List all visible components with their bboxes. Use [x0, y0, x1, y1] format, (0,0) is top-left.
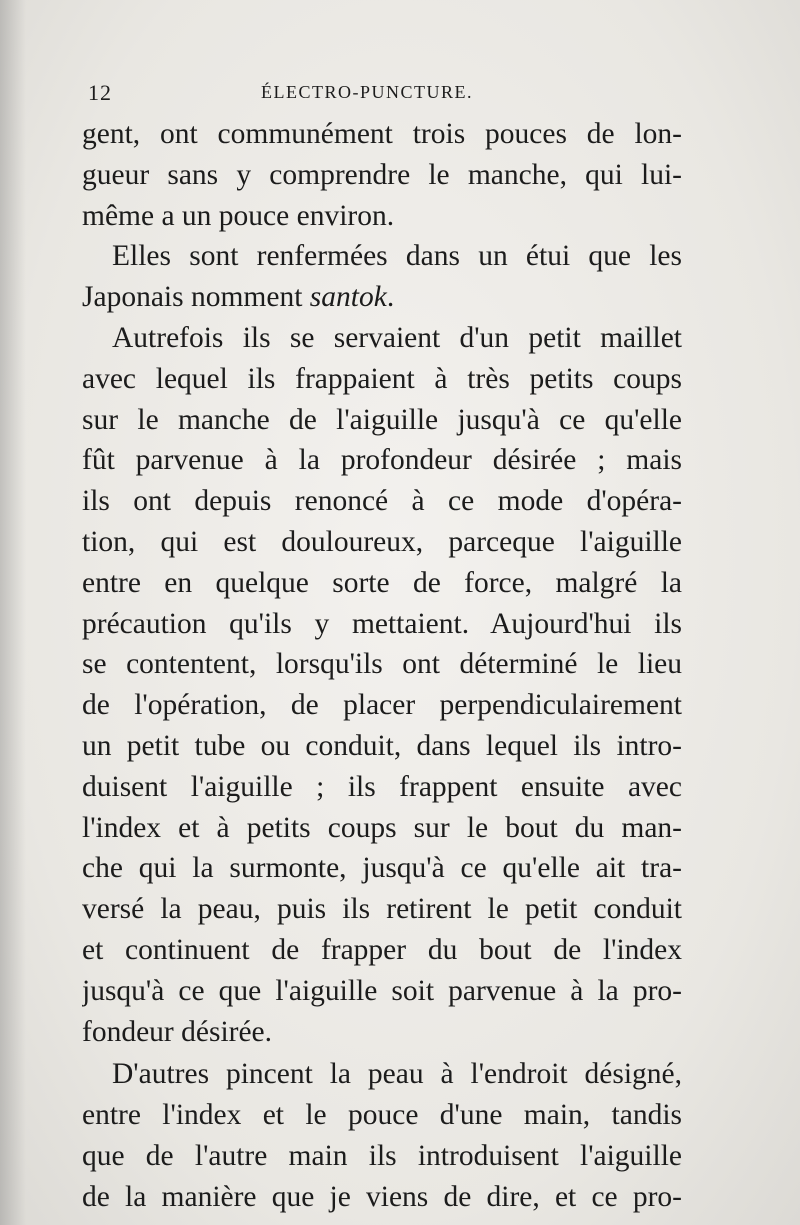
text-line — [82, 277, 682, 318]
text-line: un petit tube ou conduit, dans lequel ils intro- — [82, 729, 682, 762]
text-line: même a un pouce environ. — [82, 199, 395, 232]
text-line: entre en quelque sorte de force, malgré la — [82, 566, 682, 599]
text-line: Autrefois ils se servaient d'un petit maillet — [112, 321, 682, 354]
text-line: versé la peau, puis ils retirent le petit conduit — [82, 893, 682, 926]
text-line: de l'opération, de placer perpendiculairement — [82, 689, 682, 722]
text-line: gent, ont communément trois pouces de lon- — [82, 118, 682, 150]
italic-term: santok — [309, 281, 387, 314]
text-segment: Japonais nomment — [82, 281, 303, 314]
text-line: se contentent, lorsqu'ils ont déterminé le lieu — [82, 648, 682, 681]
text-line: entre l'index et le pouce d'une main, tandis — [82, 1099, 682, 1132]
text-line: l'index et à petits coups sur le bout du man- — [82, 811, 682, 844]
text-line: gueur sans y comprendre le manche, qui lui- — [82, 158, 682, 191]
text-line: fondeur désirée. — [82, 1015, 273, 1048]
text-line: Elles sont renfermées dans un étui que les — [112, 240, 682, 273]
text-line: avec lequel ils frappaient à très petits coups — [82, 362, 682, 395]
text-line: précaution qu'ils y mettaient. Aujourd'hui ils — [82, 607, 682, 640]
text-line: che qui la surmonte, jusqu'à ce qu'elle ait tra- — [82, 852, 682, 885]
paragraph — [82, 318, 682, 1052]
body-text — [82, 114, 682, 1218]
paragraph — [82, 114, 682, 236]
text-line: D'autres pincent la peau à l'endroit désigné, — [112, 1058, 682, 1091]
text-line: et continuent de frapper du bout de l'index — [82, 933, 682, 966]
text-line: fût parvenue à la profondeur désirée ; mais — [82, 444, 682, 477]
text-segment: . — [386, 281, 395, 314]
paragraph — [82, 1054, 682, 1217]
text-line: ils ont depuis renoncé à ce mode d'opéra- — [82, 485, 682, 518]
text-line: que de l'autre main ils introduisent l'aiguille — [82, 1139, 682, 1172]
page-header — [88, 80, 680, 110]
text-line: de la manière que je viens de dire, et ce pro- — [82, 1180, 682, 1213]
page-edge-shadow — [0, 0, 26, 1225]
paragraph — [82, 236, 682, 318]
text-line: jusqu'à ce que l'aiguille soit parvenue à la pro- — [82, 974, 682, 1007]
running-title: ÉLECTRO-PUNCTURE. — [261, 82, 473, 102]
text-line: duisent l'aiguille ; ils frappent ensuite avec — [82, 770, 682, 803]
text-line: sur le manche de l'aiguille jusqu'à ce qu'elle — [82, 403, 682, 436]
page-number: 12 — [88, 80, 112, 105]
text-line: tion, qui est douloureux, parceque l'aiguille — [82, 525, 682, 558]
